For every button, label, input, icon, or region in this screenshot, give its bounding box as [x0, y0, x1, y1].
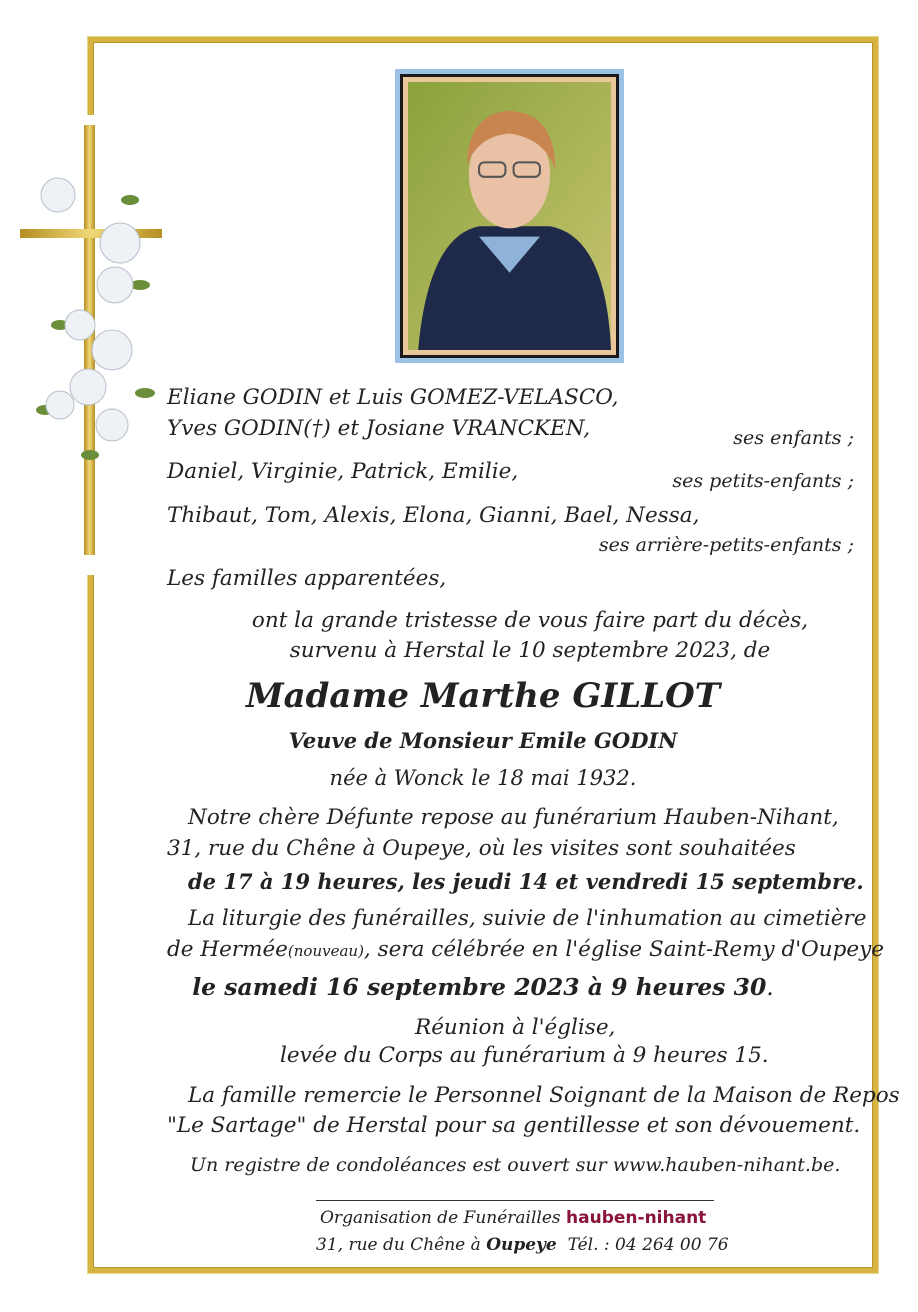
- cemetery: de Hermée: [167, 937, 288, 962]
- cemetery-note: (nouveau): [287, 942, 364, 960]
- birth-info: née à Wonck le 18 mai 1932.: [329, 766, 637, 790]
- announcement-line-2: survenu à Herstal le 10 septembre 2023, de: [289, 638, 771, 663]
- portrait-photo: [408, 82, 611, 350]
- visitation-times: de 17 à 19 heures, les jeudi 14 et vendredi 15 septembre.: [188, 869, 864, 894]
- brand-logo: hauben-nihant: [566, 1208, 707, 1228]
- cross-with-flowers-icon: [20, 125, 170, 565]
- announcement-line-1: ont la grande tristesse de vous faire part du décès,: [251, 608, 809, 633]
- relatives-line: Les familles apparentées,: [167, 566, 447, 591]
- footer-separator: [316, 1200, 714, 1201]
- grandchildren-role: ses petits-enfants ;: [672, 470, 854, 492]
- deceased-name: Madame Marthe GILLOT: [245, 676, 721, 716]
- great-grandchildren-role: ses arrière-petits-enfants ;: [598, 534, 854, 556]
- children-line-2: Yves GODIN(†) et Josiane VRANCKEN,: [167, 416, 591, 441]
- children-role: ses enfants ;: [733, 427, 854, 449]
- thanks-line-2: "Le Sartage" de Herstal pour sa gentillesse et son dévouement.: [167, 1113, 861, 1138]
- visitation-line-1: Notre chère Défunte repose au funérarium Hauben-Nihant,: [188, 805, 839, 830]
- departure-line: levée du Corps au funérarium à 9 heures 15.: [280, 1043, 769, 1068]
- grandchildren-names: Daniel, Virginie, Patrick, Emilie,: [167, 459, 519, 484]
- portrait-frame: [395, 69, 624, 363]
- registry-line: Un registre de condoléances est ouvert sur www.hauben-nihant.be.: [190, 1154, 841, 1176]
- great-grandchildren-names: Thibaut, Tom, Alexis, Elona, Gianni, Bael, Nessa,: [167, 503, 700, 528]
- funeral-line-1: La liturgie des funérailles, suivie de l'inhumation au cimetière: [188, 906, 867, 931]
- visitation-line-2: 31, rue du Chêne à Oupeye, où les visites sont souhaitées: [167, 836, 796, 861]
- funeral-date: le samedi 16 septembre 2023 à 9 heures 30.: [192, 973, 774, 1001]
- footer-org: Organisation de Funérailles hauben-nihant: [320, 1208, 707, 1228]
- church: , sera célébrée en l'église Saint-Remy d'Oupeye: [363, 937, 884, 962]
- funeral-line-2: [167, 937, 884, 962]
- children-line-1: Eliane GODIN et Luis GOMEZ-VELASCO,: [167, 385, 619, 410]
- thanks-line-1: La famille remercie le Personnel Soignant de la Maison de Repos: [188, 1083, 900, 1108]
- meeting-line: Réunion à l'église,: [415, 1015, 616, 1040]
- footer-address: 31, rue du Chêne à Oupeye Tél. : 04 264 00 76: [316, 1235, 729, 1255]
- widow-of: Veuve de Monsieur Emile GODIN: [288, 728, 678, 753]
